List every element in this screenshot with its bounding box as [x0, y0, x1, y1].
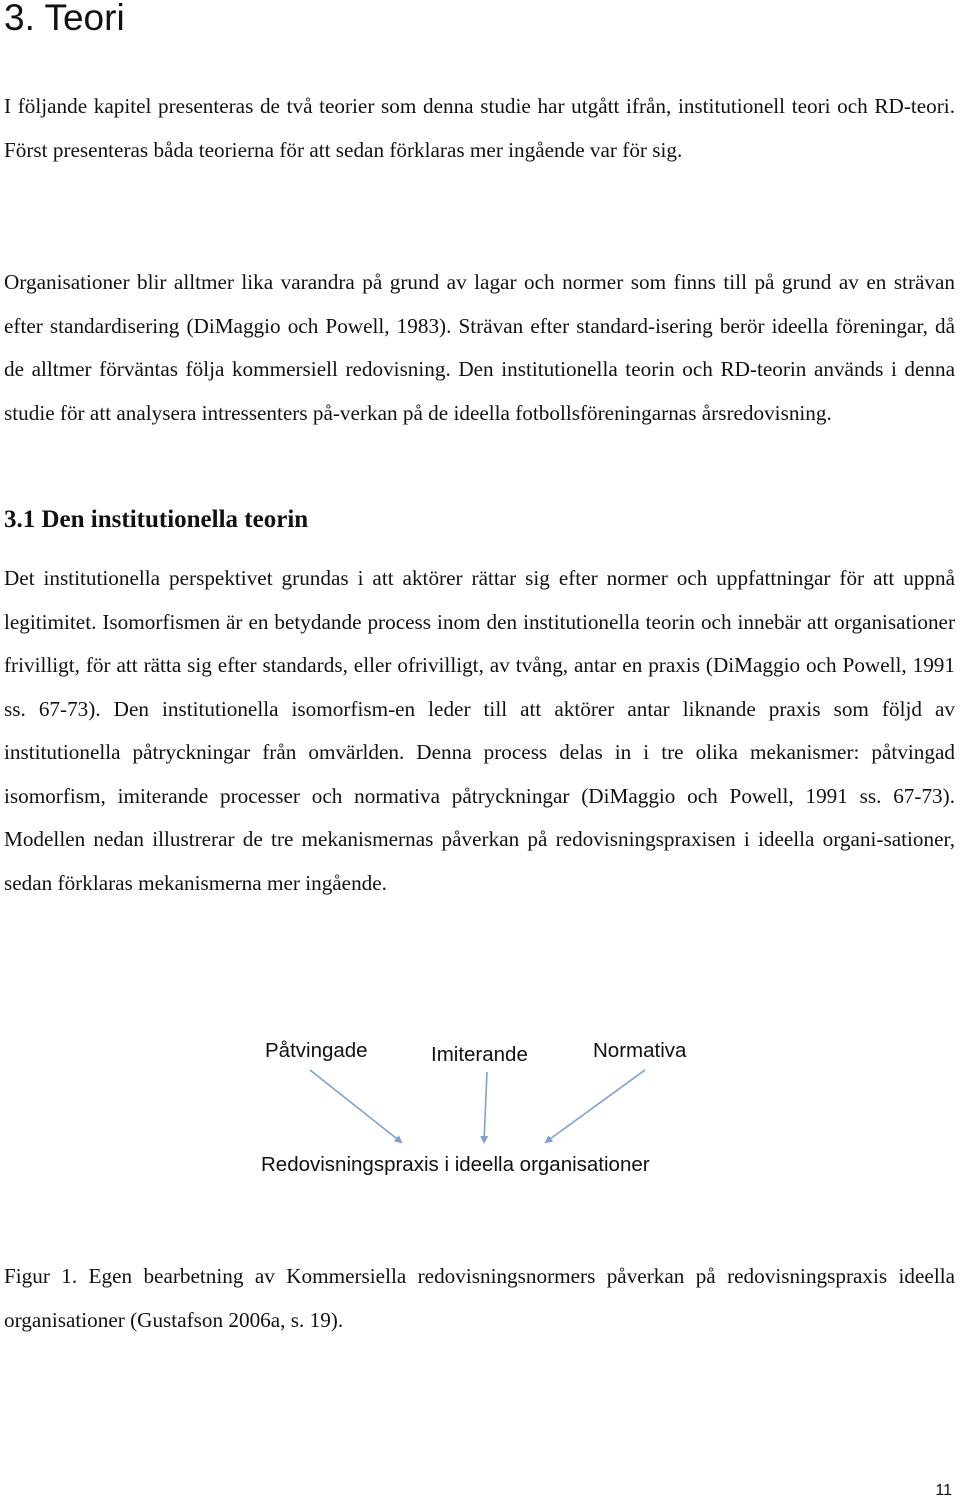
- arrow-normative: [546, 1070, 645, 1142]
- label-normative: Normativa: [593, 1039, 687, 1062]
- page-number: 11: [935, 1482, 952, 1499]
- section-title: 3.1 Den institutionella teorin: [4, 506, 309, 533]
- arrow-coercive: [310, 1070, 401, 1142]
- label-coercive: Påtvingade: [265, 1039, 368, 1062]
- chapter-title: 3. Teori: [4, 0, 125, 38]
- arrow-mimetic: [484, 1072, 487, 1142]
- intro-paragraph: I följande kapitel presenteras de två teorier som denna studie har utgått ifrån, institutionell teori och RD-teori. Först presenteras båda teorierna för att sedan förklaras mer ingående var för sig.: [4, 94, 955, 162]
- label-mimetic: Imiterande: [431, 1043, 528, 1066]
- standardisation-paragraph: Organisationer blir alltmer lika varandra på grund av lagar och normer som finns till på grund av en strävan efter standardisering (DiMaggio och Powell, 1983). Strävan efter standard-isering berör ideella föreningar, då de alltmer förväntas följa kommersiell redovisning. Den institutionella teorin och RD-teorin används i denna studie för att analysera intressenters på-verkan på de ideella fotbollsföreningarnas årsredovisning.: [4, 270, 955, 425]
- isomorphism-diagram: [240, 1030, 740, 1190]
- label-target: Redovisningspraxis i ideella organisationer: [261, 1153, 650, 1176]
- figure-caption: Figur 1. Egen bearbetning av Kommersiella redovisningsnormers påverkan på redovisningspraxis ideella organisationer (Gustafson 2006a, s. 19).: [4, 1264, 955, 1332]
- institutional-theory-paragraph: Det institutionella perspektivet grundas i att aktörer rättar sig efter normer och uppfattningar för att uppnå legitimitet. Isomorfismen är en betydande process inom den institutionella teorin och innebär att organisationer frivilligt, för att rätta sig efter standards, eller ofrivilligt, av tvång, antar en praxis (DiMaggio och Powell, 1991 ss. 67-73). Den institutionella isomorfism-en leder till att aktörer antar liknande praxis som följd av institutionella påtryckningar från omvärlden. Denna process delas in i tre olika mekanismer: påtvingad isomorfism, imiterande processer och normativa påtryckningar (DiMaggio och Powell, 1991 ss. 67-73). Modellen nedan illustrerar de tre mekanismernas påverkan på redovisningspraxisen i ideella organi-sationer, sedan förklaras mekanismerna mer ingående.: [4, 566, 955, 895]
